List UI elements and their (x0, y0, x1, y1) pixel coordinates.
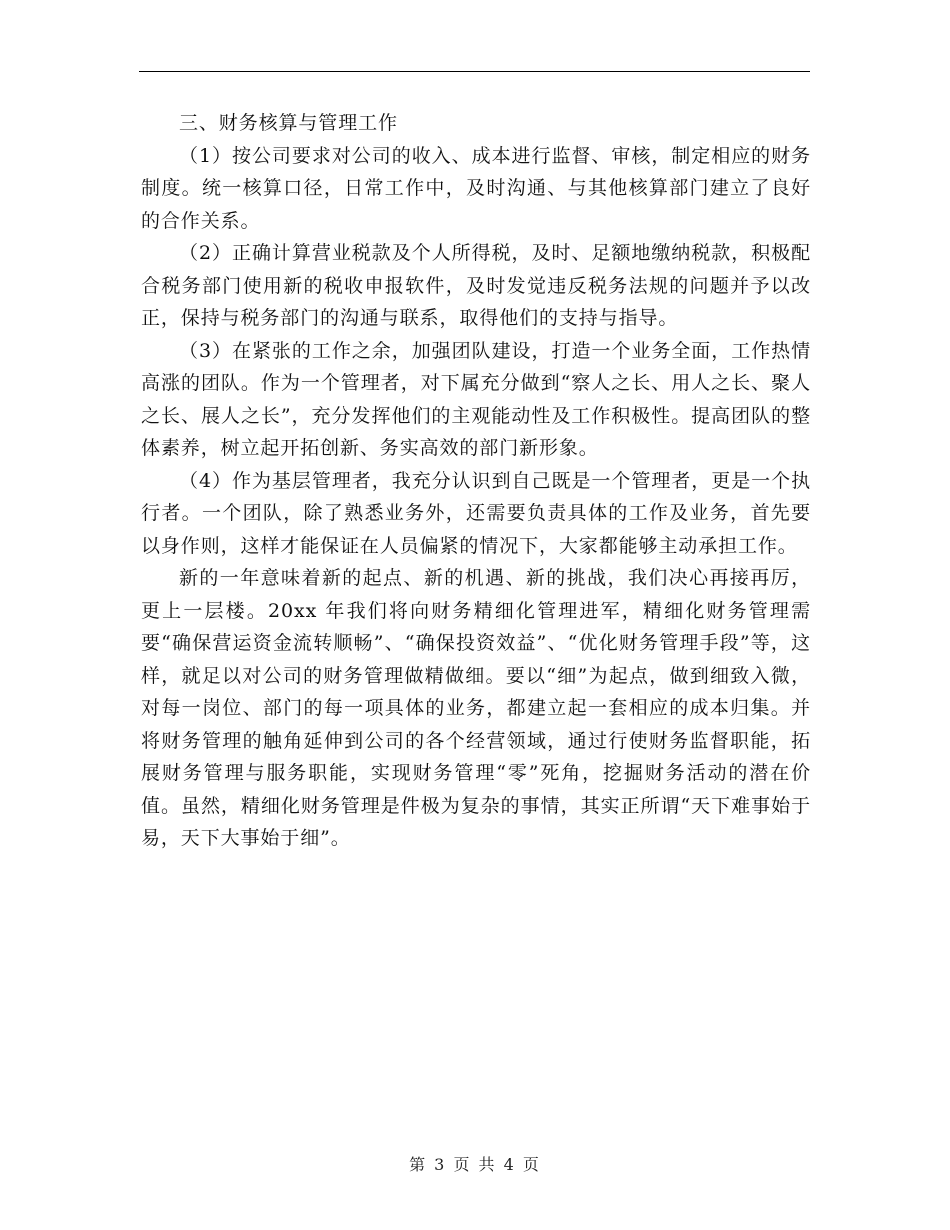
paragraph-outlook: 新的一年意味着新的起点、新的机遇、新的挑战，我们决心再接再厉，更上一层楼。20xx 年我们将向财务精细化管理进军，精细化财务管理需要“确保营运资金流转顺畅”、“确保投资效益”、“优化财务管理手段”等，这样，就足以对公司的财务管理做精做细。要以“细”为起点，做到细致入微，对每一岗位、部门的每一项具体的业务，都建立起一套相应的成本归集。并将财务管理的触角延伸到公司的各个经营领域，通过行使财务监督职能，拓展财务管理与服务职能，实现财务管理“零”死角，挖掘财务活动的潜在价值。虽然，精细化财务管理是件极为复杂的事情，其实正所谓“天下难事始于易，天下大事始于细”。 (141, 567, 811, 849)
paragraph-item-3: （3）在紧张的工作之余，加强团队建设，打造一个业务全面，工作热情高涨的团队。作为一个管理者，对下属充分做到“察人之长、用人之长、聚人之长、展人之长”，充分发挥他们的主观能动性及工作积极性。提高团队的整体素养，树立起开拓创新、务实高效的部门新形象。 (141, 339, 811, 459)
paragraph-item-2: （2）正确计算营业税款及个人所得税，及时、足额地缴纳税款，积极配合税务部门使用新的税收申报软件，及时发觉违反税务法规的问题并予以改正，保持与税务部门的沟通与联系，取得他们的支持与指导。 (141, 242, 811, 329)
paragraph-item-4: （4）作为基层管理者，我充分认识到自己既是一个管理者，更是一个执行者。一个团队，除了熟悉业务外，还需要负责具体的工作及业务，首先要以身作则，这样才能保证在人员偏紧的情况下，大家都能够主动承担工作。 (141, 469, 811, 557)
page-number: 第 3 页 共 4 页 (409, 1155, 541, 1174)
document-body (141, 107, 811, 855)
section-heading: 三、财务核算与管理工作 (179, 112, 398, 134)
header-rule (139, 71, 810, 72)
paragraph-item-1: （1）按公司要求对公司的收入、成本进行监督、审核，制定相应的财务制度。统一核算口径，日常工作中，及时沟通、与其他核算部门建立了良好的合作关系。 (141, 144, 811, 232)
